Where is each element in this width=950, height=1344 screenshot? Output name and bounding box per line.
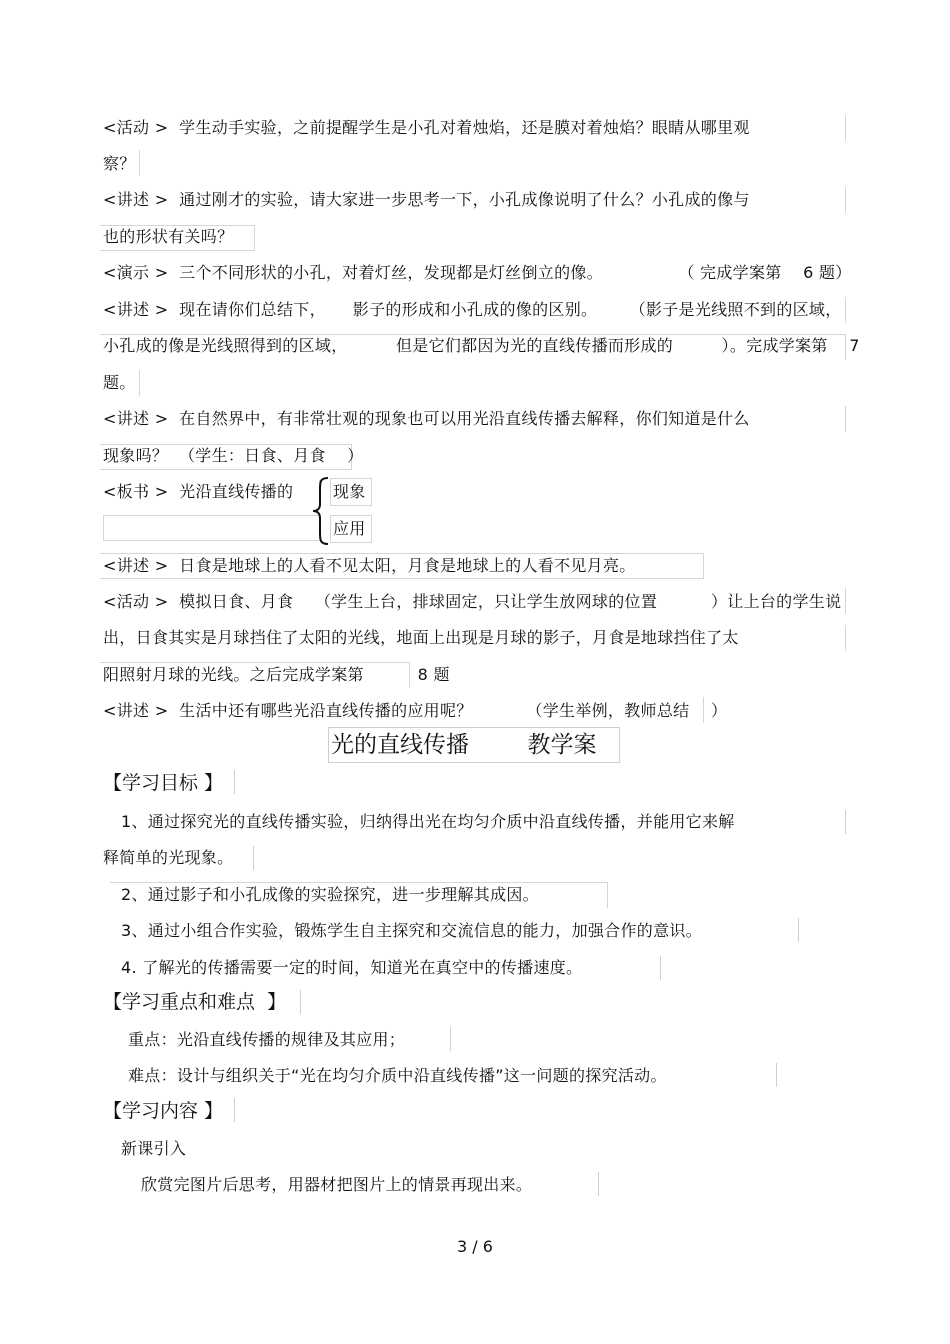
text-line: 出，日食其实是月球挡住了太阳的光线，地面上出现是月球的影子，月食是地球挡住了太 [103,628,739,647]
goal-item: 释简单的光现象。 [103,848,234,867]
brace-item-application: 应用 [333,519,366,538]
curly-brace-icon [312,476,330,546]
text-line: 察？ [103,154,136,173]
rule [598,1172,599,1196]
goal-item: 1、通过探究光的直线传播实验，归纳得出光在均匀介质中沿直线传播，并能用它来解 [121,812,735,831]
rule [798,918,799,942]
text-line: 小孔成的像是光线照得到的区域， 但是它们都因为光的直线传播而形成的 ）。完成学案第 7 [103,336,860,355]
goal-item: 2、通过影子和小孔成像的实验探究，进一步理解其成因。 [121,885,539,904]
rule [234,1098,235,1122]
section-heading-key-points: 【学习重点和难点 】 [103,991,287,1013]
text-line: <讲述 > 在自然界中，有非常壮观的现象也可以用光沿直线传播去解释，你们知道是什么 [103,409,750,428]
brace-item-phenomenon: 现象 [333,482,366,501]
rule [300,990,301,1014]
key-point-item: 难点：设计与组织关于“光在均匀介质中沿直线传播”这一问题的探究活动。 [128,1066,667,1085]
page-number: 3 / 6 [457,1237,493,1256]
text-line: <演示 > 三个不同形状的小孔，对着灯丝，发现都是灯丝倒立的像。 （ 完成学案第 6 题） [103,263,852,282]
text-line: <讲述 > 通过刚才的实验，请大家进一步思考一下，小孔成像说明了什么？小孔成的像与 [103,190,750,209]
document-title: 光的直线传播 教学案 [328,727,620,763]
section-heading-content: 【学习内容 】 [103,1100,224,1122]
goal-item: 4. 了解光的传播需要一定的时间，知道光在真空中的传播速度。 [121,958,583,977]
rule [776,1063,777,1087]
text-line: 也的形状有关吗？ [103,227,234,246]
rule [253,846,254,870]
rule [450,1027,451,1051]
text-line: 题。 [103,373,136,392]
text-line: 阳照射月球的光线。之后完成学案第 8 题 [103,665,450,684]
content-item: 新课引入 [121,1139,187,1158]
text-line: <活动 > 学生动手实验，之前提醒学生是小孔对着烛焰，还是膜对着烛焰？眼睛从哪里观 [103,118,750,137]
text-line: <讲述 > 日食是地球上的人看不见太阳，月食是地球上的人看不见月亮。 [103,556,636,575]
text-line: <讲述 > 现在请你们总结下， 影子的形成和小孔成的像的区别。 （影子是光线照不到的区域， [103,300,842,319]
rule [660,956,661,980]
rule [845,810,846,834]
rule [234,770,235,794]
board-heading: <板书 > 光沿直线传播的 [103,482,294,501]
key-point-item: 重点：光沿直线传播的规律及其应用； [128,1030,406,1049]
section-heading-goals: 【学习目标 】 [103,772,224,794]
text-line: 现象吗？ （学生：日食、月食 ） [103,446,364,465]
board-box [103,515,320,541]
text-line: <讲述 > 生活中还有哪些光沿直线传播的应用呢？ （学生举例，教师总结 ） [103,701,728,720]
content-item: 欣赏完图片后思考，用器材把图片上的情景再现出来。 [141,1175,533,1194]
text-line: <活动 > 模拟日食、月食 （学生上台，排球固定，只让学生放网球的位置 ）让上台的学生说 [103,592,842,611]
goal-item: 3、通过小组合作实验，锻炼学生自主探究和交流信息的能力，加强合作的意识。 [121,921,702,940]
